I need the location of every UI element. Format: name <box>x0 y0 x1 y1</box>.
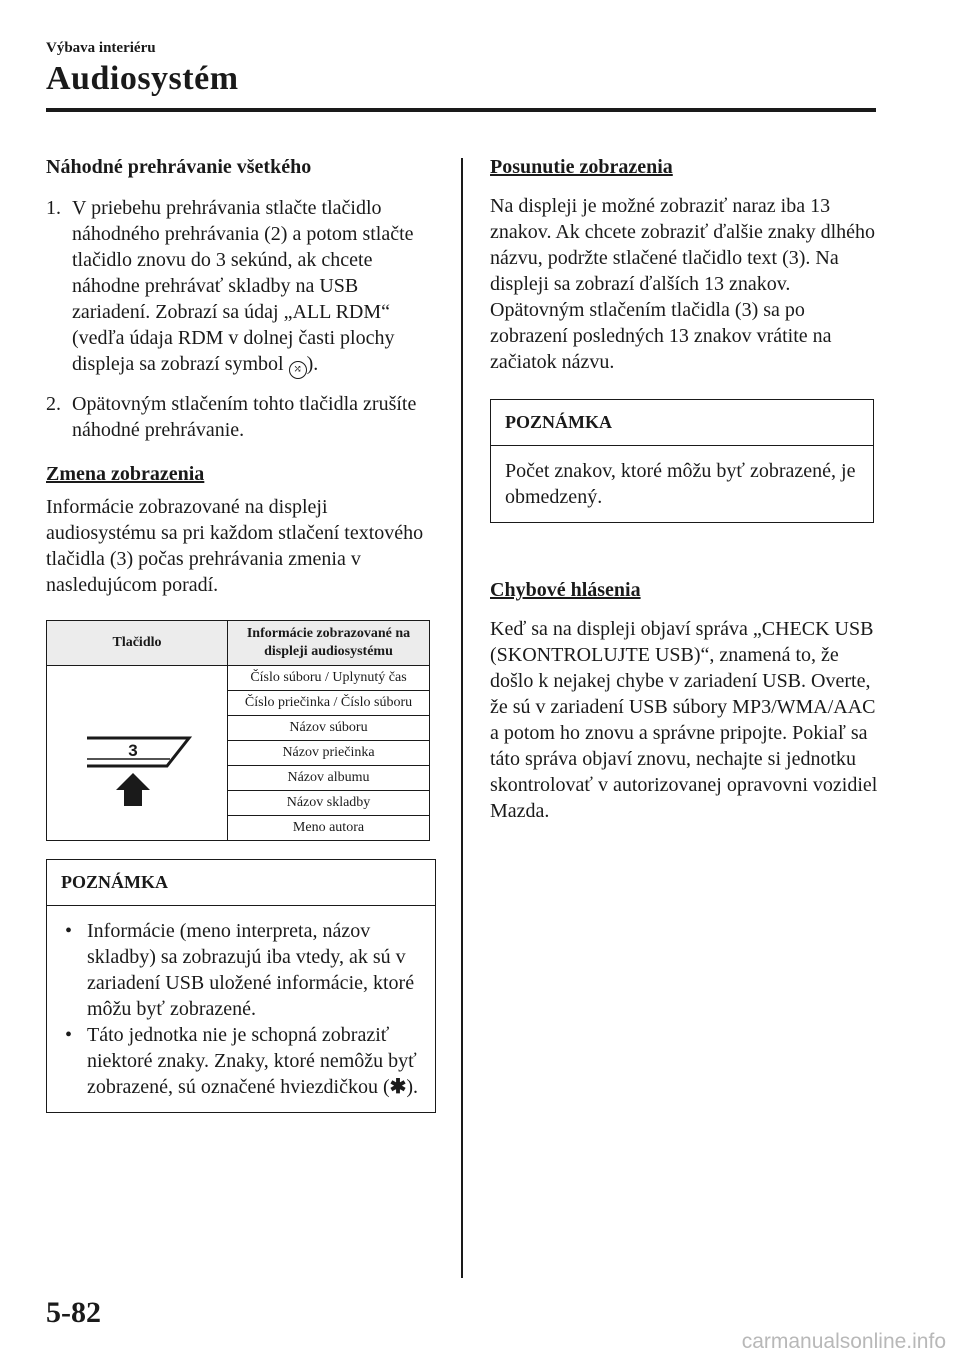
display-change-heading: Zmena zobrazenia <box>46 463 205 485</box>
table-cell: Názov skladby <box>228 791 430 816</box>
note-box-left <box>46 859 436 1113</box>
watermark: carmanualsonline.info <box>741 1330 946 1353</box>
table-row <box>47 666 430 691</box>
step-number: 2. <box>46 393 61 415</box>
right-column <box>490 156 880 824</box>
note-bullet-text: Informácie (meno interpreta, názov skladby) sa zobrazujú iba vtedy, ak sú v zariadení USB uložené informácie, ktoré môžu byť zobrazené. <box>87 920 415 1020</box>
note-box-right <box>490 399 874 523</box>
note-bullet <box>61 1022 421 1100</box>
note-bullet <box>61 918 421 1022</box>
table-cell: Názov súboru <box>228 716 430 741</box>
button-number-label: 3 <box>128 741 138 760</box>
text-button-illustration <box>49 680 225 820</box>
error-heading: Chybové hlásenia <box>490 579 641 601</box>
scroll-text: Na displeji je možné zobraziť naraz iba 13 znakov. Ak chcete zobraziť ďalšie znaky dlhého názvu, podržte stlačené tlačidlo text (3). Na displeji sa zobrazí ďalších 13 znakov. Opätovným stlačením tlačidla (3) sa po zobrazení posledných 13 znakov vrátite na začiatok názvu. <box>490 195 876 373</box>
step-text: Opätovným stlačením tohto tlačidla zrušíte náhodné prehrávanie. <box>72 393 417 441</box>
step-2 <box>46 391 436 443</box>
asterisk-icon: ✱ <box>389 1076 407 1098</box>
table-cell: Číslo súboru / Uplynutý čas <box>228 666 430 691</box>
random-play-steps <box>46 195 436 443</box>
display-change-text: Informácie zobrazované na displeji audiosystému sa pri každom stlačení textového tlačidla (3) počas prehrávania zmenia v nasledujúcom poradí. <box>46 496 424 596</box>
note-heading: POZNÁMKA <box>491 400 873 446</box>
note-body <box>47 906 435 1112</box>
press-arrow-icon <box>116 773 150 806</box>
step-1 <box>46 195 436 379</box>
step-text-end: ). <box>306 353 319 375</box>
page-number: 5-82 <box>46 1296 101 1329</box>
display-order-table <box>46 620 430 841</box>
note-bullet-text: Táto jednotka nie je schopná zobraziť niektoré znaky. Znaky, ktoré nemôžu byť zobrazené, sú označené hviezdičkou ( <box>87 1024 417 1098</box>
table-cell: Názov priečinka <box>228 741 430 766</box>
table-header-button: Tlačidlo <box>47 621 228 666</box>
button-illustration-cell <box>47 666 228 841</box>
step-text: V priebehu prehrávania stlačte tlačidlo náhodného prehrávania (2) a potom stlačte tlačidlo znovu do 3 sekúnd, ak chcete náhodne prehrávať skladby na USB zariadení. Zobrazí sa údaj „ALL RDM“ (vedľa údaja RDM v dolnej časti plochy displeja sa zobrazí symbol <box>72 197 414 375</box>
table-cell: Meno autora <box>228 816 430 841</box>
table-cell: Číslo priečinka / Číslo súboru <box>228 691 430 716</box>
random-play-heading: Náhodné prehrávanie všetkého <box>46 156 312 178</box>
bullet-icon: • <box>65 1024 73 1046</box>
error-text: Keď sa na displeji objaví správa „CHECK USB (SKONTROLUJTE USB)“, znamená to, že došlo k nejakej chybe v zariadení USB. Overte, že sú v zariadení USB súbory MP3/WMA/AAC a potom ho znovu a správne pripojte. Pokiaľ sa táto správa objaví znovu, nechajte si jednotku skontrolovať v autorizovanej opravovni vozidiel Mazda. <box>490 618 878 822</box>
column-divider <box>461 158 463 1278</box>
step-number: 1. <box>46 197 61 219</box>
note-text: Počet znakov, ktoré môžu byť zobrazené, je obmedzený. <box>505 460 856 508</box>
random-play-icon: ⤮ <box>289 361 307 379</box>
scroll-heading: Posunutie zobrazenia <box>490 156 673 178</box>
bullet-icon: • <box>65 920 73 942</box>
note-body <box>491 446 873 522</box>
table-header-info: Informácie zobrazované na displeji audiosystému <box>228 621 430 666</box>
header-rule <box>46 108 876 112</box>
note-heading: POZNÁMKA <box>47 860 435 906</box>
left-column <box>46 156 436 1113</box>
table-cell: Názov albumu <box>228 766 430 791</box>
chapter-title: Audiosystém <box>46 60 239 97</box>
note-bullet-text-end: ). <box>406 1076 419 1098</box>
section-label: Výbava interiéru <box>46 40 156 56</box>
